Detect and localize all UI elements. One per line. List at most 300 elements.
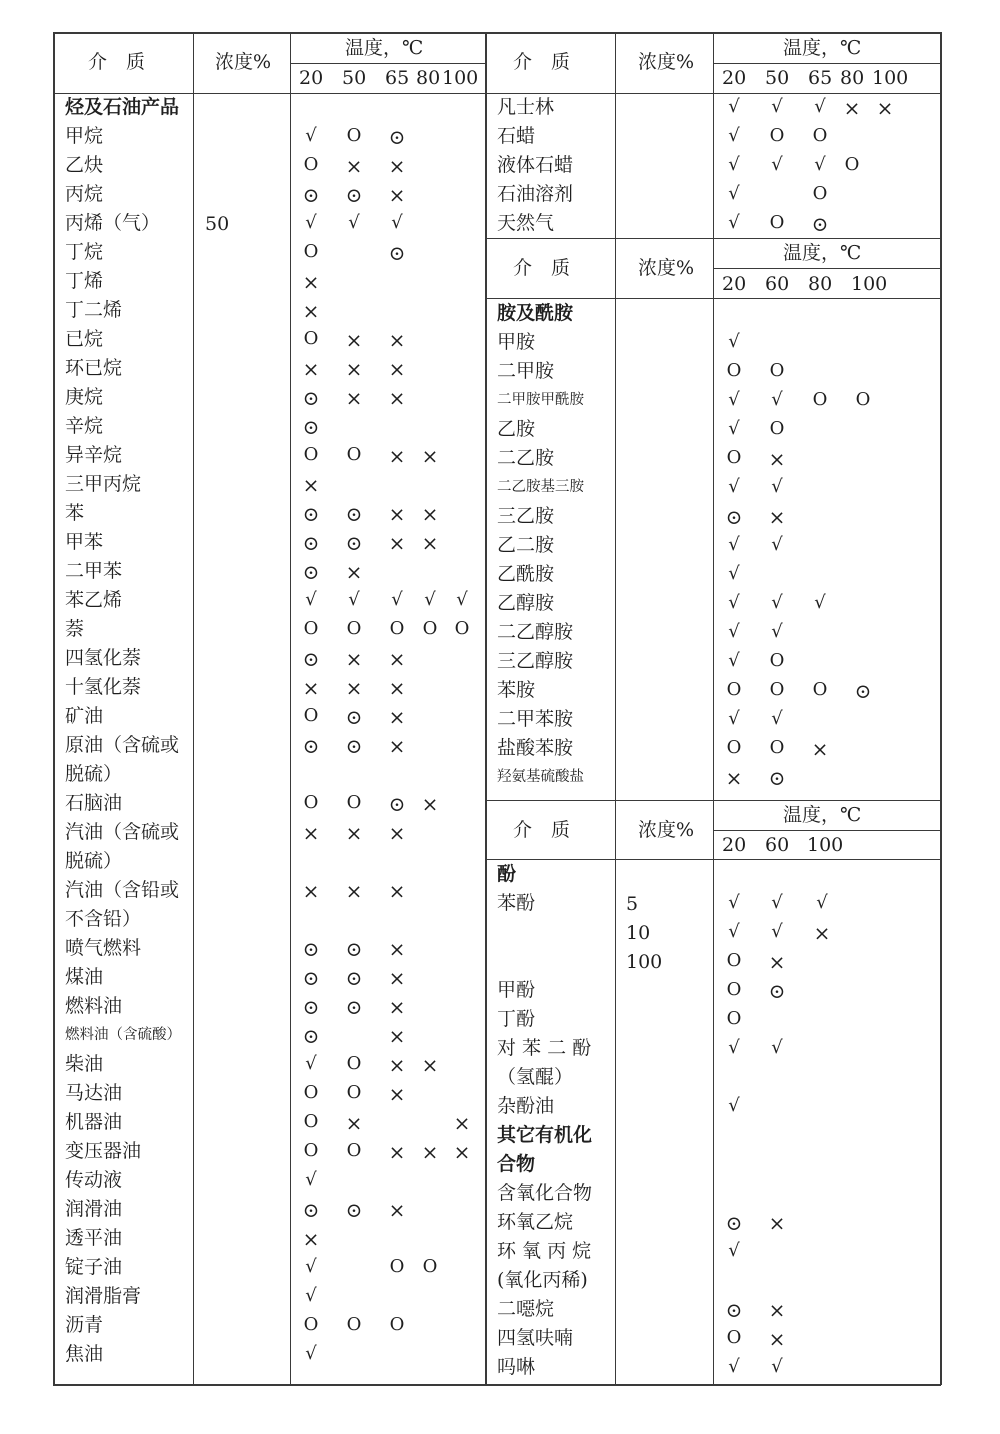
checkmark-icon: √: [728, 563, 740, 584]
circle-icon: O: [769, 679, 785, 700]
checkmark-icon: √: [424, 589, 436, 610]
row-medium-name: 吗啉: [497, 1356, 536, 1378]
row-medium-name: 乙酰胺: [497, 563, 555, 585]
cross-icon: ×: [768, 505, 786, 529]
row-medium-name: 辛烷: [65, 415, 104, 437]
row-medium-name: 对 苯 二 酚: [497, 1037, 592, 1059]
circle-icon: O: [303, 1140, 319, 1161]
temp-label: 50: [765, 67, 790, 89]
header-rule-right-top: [486, 93, 941, 94]
circle-icon: O: [303, 618, 319, 639]
row-medium-name: 羟氨基硫酸盐: [497, 769, 584, 785]
row-medium-name: 马达油: [65, 1082, 123, 1104]
cross-icon: ×: [768, 1327, 786, 1351]
row-medium-name: 二甲苯胺: [497, 708, 574, 730]
dotted-circle-icon: ⊙: [345, 995, 363, 1019]
dotted-circle-icon: ⊙: [302, 1198, 320, 1222]
cross-icon: ×: [302, 879, 320, 903]
checkmark-icon: √: [814, 592, 826, 613]
dotted-circle-icon: ⊙: [768, 979, 786, 1003]
temp-label: 100: [442, 67, 479, 89]
row-medium-name: 合物: [497, 1153, 536, 1175]
row-medium-name: 甲烷: [65, 125, 104, 147]
circle-icon: O: [346, 1140, 362, 1161]
phenols-temp-subrule: [713, 830, 941, 831]
row-medium-name: 盐酸苯胺: [497, 737, 574, 759]
checkmark-icon: √: [305, 1343, 317, 1364]
row-medium-name: 柴油: [65, 1053, 104, 1075]
cross-icon: ×: [768, 950, 786, 974]
row-medium-name: （氢醌）: [497, 1066, 574, 1088]
circle-icon: O: [389, 1314, 405, 1335]
temp-label: 100: [851, 273, 888, 295]
cross-icon: ×: [768, 1211, 786, 1235]
phenols-header-bottom: [486, 859, 941, 860]
row-medium-name: 锭子油: [65, 1256, 123, 1278]
cross-icon: ×: [421, 1140, 439, 1164]
cross-icon: ×: [388, 937, 406, 961]
row-medium-name: 苯酚: [497, 892, 536, 914]
circle-icon: O: [303, 328, 319, 349]
row-medium-name: 石脑油: [65, 792, 123, 814]
checkmark-icon: √: [728, 1356, 740, 1377]
temp-label: 100: [872, 67, 909, 89]
checkmark-icon: √: [771, 96, 783, 117]
checkmark-icon: √: [728, 1037, 740, 1058]
circle-icon: O: [769, 418, 785, 439]
checkmark-icon: √: [305, 1285, 317, 1306]
cross-icon: ×: [421, 792, 439, 816]
circle-icon: O: [812, 125, 828, 146]
circle-icon: O: [769, 737, 785, 758]
dotted-circle-icon: ⊙: [725, 1211, 743, 1235]
cross-icon: ×: [388, 444, 406, 468]
cross-icon: ×: [388, 357, 406, 381]
checkmark-icon: √: [771, 154, 783, 175]
row-medium-name: 酚: [497, 863, 517, 885]
temp-label: 20: [722, 67, 747, 89]
checkmark-icon: √: [728, 1095, 740, 1116]
checkmark-icon: √: [771, 921, 783, 942]
checkmark-icon: √: [728, 1240, 740, 1261]
header-medium-left: 介 质: [88, 51, 146, 73]
checkmark-icon: √: [816, 892, 828, 913]
row-medium-name: 二乙醇胺: [497, 621, 574, 643]
circle-icon: O: [303, 154, 319, 175]
circle-icon: O: [769, 125, 785, 146]
cross-icon: ×: [388, 966, 406, 990]
checkmark-icon: √: [305, 1256, 317, 1277]
row-medium-name: 燃料油: [65, 995, 123, 1017]
row-medium-name: 甲酚: [497, 979, 536, 1001]
cross-icon: ×: [725, 766, 743, 790]
row-medium-name: 环已烷: [65, 357, 123, 379]
row-medium-name: 脱硫）: [65, 850, 123, 872]
cross-icon: ×: [388, 1024, 406, 1048]
checkmark-icon: √: [728, 621, 740, 642]
cross-icon: ×: [876, 96, 894, 120]
checkmark-icon: √: [728, 183, 740, 204]
circle-icon: O: [422, 618, 438, 639]
row-medium-name: 液体石蜡: [497, 154, 574, 176]
checkmark-icon: √: [771, 534, 783, 555]
row-medium-name: 丁烷: [65, 241, 104, 263]
row-medium-name: 矿油: [65, 705, 104, 727]
divider-right-conc-temp: [713, 32, 714, 1385]
cross-icon: ×: [302, 473, 320, 497]
dotted-circle-icon: ⊙: [725, 1298, 743, 1322]
cross-icon: ×: [421, 444, 439, 468]
dotted-circle-icon: ⊙: [302, 966, 320, 990]
cross-icon: ×: [345, 1111, 363, 1135]
circle-icon: O: [303, 1082, 319, 1103]
dotted-circle-icon: ⊙: [345, 531, 363, 555]
circle-icon: O: [812, 389, 828, 410]
circle-icon: O: [812, 679, 828, 700]
cross-icon: ×: [768, 1298, 786, 1322]
row-medium-name: 不含铅）: [65, 908, 142, 930]
cross-icon: ×: [768, 447, 786, 471]
dotted-circle-icon: ⊙: [302, 647, 320, 671]
cross-icon: ×: [345, 821, 363, 845]
dotted-circle-icon: ⊙: [302, 995, 320, 1019]
cross-icon: ×: [388, 995, 406, 1019]
cross-icon: ×: [388, 1198, 406, 1222]
checkmark-icon: √: [391, 212, 403, 233]
amines-temp-subrule: [713, 268, 941, 269]
row-concentration: 100: [626, 951, 663, 973]
row-medium-name: 石蜡: [497, 125, 536, 147]
row-medium-name: 三乙胺: [497, 505, 555, 527]
circle-icon: O: [726, 679, 742, 700]
checkmark-icon: √: [728, 708, 740, 729]
cross-icon: ×: [421, 531, 439, 555]
circle-icon: O: [769, 212, 785, 233]
header-temp-amines: 温度，℃: [783, 242, 862, 264]
dotted-circle-icon: ⊙: [388, 241, 406, 265]
checkmark-icon: √: [728, 96, 740, 117]
checkmark-icon: √: [728, 154, 740, 175]
dotted-circle-icon: ⊙: [768, 766, 786, 790]
circle-icon: O: [346, 444, 362, 465]
divider-left-name-conc: [193, 32, 194, 1385]
checkmark-icon: √: [771, 892, 783, 913]
divider-left-conc-temp: [290, 32, 291, 1385]
dotted-circle-icon: ⊙: [345, 966, 363, 990]
cross-icon: ×: [421, 502, 439, 526]
circle-icon: O: [346, 792, 362, 813]
row-medium-name: 透平油: [65, 1227, 123, 1249]
dotted-circle-icon: ⊙: [302, 531, 320, 555]
temp-label: 80: [416, 67, 441, 89]
cross-icon: ×: [813, 921, 831, 945]
circle-icon: O: [726, 979, 742, 1000]
temp-label: 60: [765, 273, 790, 295]
header-rule-left: [53, 93, 486, 94]
dotted-circle-icon: ⊙: [302, 386, 320, 410]
circle-icon: O: [303, 792, 319, 813]
cross-icon: ×: [345, 386, 363, 410]
divider-right-name-conc: [615, 32, 616, 1385]
row-medium-name: 含氧化合物: [497, 1182, 593, 1204]
dotted-circle-icon: ⊙: [302, 1024, 320, 1048]
row-medium-name: 环氧乙烷: [497, 1211, 574, 1233]
temp-label: 50: [342, 67, 367, 89]
row-medium-name: 天然气: [497, 212, 555, 234]
circle-icon: O: [855, 389, 871, 410]
row-medium-name: 甲胺: [497, 331, 536, 353]
checkmark-icon: √: [305, 589, 317, 610]
circle-icon: O: [422, 1256, 438, 1277]
circle-icon: O: [346, 618, 362, 639]
row-medium-name: 二甲苯: [65, 560, 123, 582]
row-medium-name: 丁烯: [65, 270, 104, 292]
checkmark-icon: √: [348, 589, 360, 610]
row-medium-name: 四氢化萘: [65, 647, 142, 669]
dotted-circle-icon: ⊙: [302, 734, 320, 758]
cross-icon: ×: [388, 647, 406, 671]
table-border-left: [53, 32, 55, 1385]
row-medium-name: 煤油: [65, 966, 104, 988]
row-medium-name: 胺及酰胺: [497, 302, 574, 324]
cross-icon: ×: [843, 96, 861, 120]
row-concentration: 10: [626, 922, 651, 944]
temp-label: 80: [840, 67, 865, 89]
checkmark-icon: √: [771, 621, 783, 642]
cross-icon: ×: [388, 154, 406, 178]
checkmark-icon: √: [728, 592, 740, 613]
circle-icon: O: [812, 183, 828, 204]
dotted-circle-icon: ⊙: [725, 505, 743, 529]
table-border-right: [940, 32, 942, 1385]
cross-icon: ×: [388, 734, 406, 758]
checkmark-icon: √: [728, 650, 740, 671]
header-temp-phenols: 温度，℃: [783, 804, 862, 826]
row-medium-name: 传动液: [65, 1169, 123, 1191]
row-medium-name: 石油溶剂: [497, 183, 574, 205]
row-medium-name: 苯: [65, 502, 85, 524]
dotted-circle-icon: ⊙: [302, 502, 320, 526]
dotted-circle-icon: ⊙: [345, 1198, 363, 1222]
checkmark-icon: √: [771, 476, 783, 497]
cross-icon: ×: [388, 386, 406, 410]
checkmark-icon: √: [728, 476, 740, 497]
cross-icon: ×: [388, 1140, 406, 1164]
row-medium-name: 汽油（含硫或: [65, 821, 180, 843]
header-medium-right-top: 介 质: [513, 51, 571, 73]
row-medium-name: 杂酚油: [497, 1095, 555, 1117]
dotted-circle-icon: ⊙: [345, 502, 363, 526]
checkmark-icon: √: [391, 589, 403, 610]
row-medium-name: 汽油（含铅或: [65, 879, 180, 901]
circle-icon: O: [303, 705, 319, 726]
temp-subrule-right-top: [713, 63, 941, 64]
temp-label: 100: [807, 834, 844, 856]
row-medium-name: 燃料油（含硫酸）: [65, 1027, 181, 1043]
cross-icon: ×: [302, 821, 320, 845]
cross-icon: ×: [388, 1053, 406, 1077]
dotted-circle-icon: ⊙: [388, 125, 406, 149]
dotted-circle-icon: ⊙: [302, 560, 320, 584]
circle-icon: O: [726, 360, 742, 381]
cross-icon: ×: [453, 1140, 471, 1164]
header-medium-phenols: 介 质: [513, 819, 571, 841]
row-medium-name: 乙醇胺: [497, 592, 555, 614]
dotted-circle-icon: ⊙: [302, 183, 320, 207]
header-medium-amines: 介 质: [513, 257, 571, 279]
cross-icon: ×: [811, 737, 829, 761]
checkmark-icon: √: [728, 892, 740, 913]
checkmark-icon: √: [814, 96, 826, 117]
row-medium-name: (氧化丙稀): [497, 1269, 588, 1291]
row-medium-name: 甲苯: [65, 531, 104, 553]
row-medium-name: 二甲胺: [497, 360, 555, 382]
row-medium-name: 苯乙烯: [65, 589, 123, 611]
cross-icon: ×: [388, 183, 406, 207]
row-medium-name: 丙烯（气）: [65, 212, 161, 234]
dotted-circle-icon: ⊙: [345, 705, 363, 729]
circle-icon: O: [346, 1053, 362, 1074]
circle-icon: O: [726, 1327, 742, 1348]
row-medium-name: 异辛烷: [65, 444, 123, 466]
circle-icon: O: [389, 618, 405, 639]
checkmark-icon: √: [771, 1037, 783, 1058]
checkmark-icon: √: [456, 589, 468, 610]
row-medium-name: 沥青: [65, 1314, 104, 1336]
circle-icon: O: [844, 154, 860, 175]
row-medium-name: 丙烷: [65, 183, 104, 205]
row-medium-name: 丁酚: [497, 1008, 536, 1030]
dotted-circle-icon: ⊙: [302, 937, 320, 961]
circle-icon: O: [346, 1082, 362, 1103]
cross-icon: ×: [388, 821, 406, 845]
row-medium-name: 其它有机化: [497, 1124, 593, 1146]
dotted-circle-icon: ⊙: [345, 734, 363, 758]
temp-label: 65: [385, 67, 410, 89]
row-concentration: 50: [205, 213, 230, 235]
row-medium-name: 凡士林: [497, 96, 555, 118]
cross-icon: ×: [345, 879, 363, 903]
cross-icon: ×: [302, 270, 320, 294]
row-medium-name: 二乙胺基三胺: [497, 479, 584, 495]
cross-icon: ×: [388, 531, 406, 555]
checkmark-icon: √: [728, 125, 740, 146]
row-medium-name: 乙炔: [65, 154, 104, 176]
dotted-circle-icon: ⊙: [345, 183, 363, 207]
checkmark-icon: √: [305, 1169, 317, 1190]
checkmark-icon: √: [305, 1053, 317, 1074]
cross-icon: ×: [302, 357, 320, 381]
temp-subrule-left: [290, 63, 486, 64]
header-conc-left: 浓度%: [215, 51, 272, 73]
checkmark-icon: √: [728, 921, 740, 942]
cross-icon: ×: [345, 328, 363, 352]
row-medium-name: 庚烷: [65, 386, 104, 408]
header-temp-right-top: 温度，℃: [783, 37, 862, 59]
cross-icon: ×: [345, 676, 363, 700]
cross-icon: ×: [302, 299, 320, 323]
row-medium-name: 环 氧 丙 烷: [497, 1240, 592, 1262]
circle-icon: O: [454, 618, 470, 639]
row-medium-name: 烃及石油产品: [65, 96, 180, 118]
circle-icon: O: [726, 1008, 742, 1029]
cross-icon: ×: [388, 879, 406, 903]
table-border-top: [53, 32, 941, 34]
checkmark-icon: √: [305, 212, 317, 233]
row-medium-name: 萘: [65, 618, 85, 640]
cross-icon: ×: [388, 676, 406, 700]
row-medium-name: 二乙胺: [497, 447, 555, 469]
row-medium-name: 润滑脂膏: [65, 1285, 142, 1307]
checkmark-icon: √: [305, 125, 317, 146]
temp-label: 20: [299, 67, 324, 89]
row-medium-name: 十氢化萘: [65, 676, 142, 698]
checkmark-icon: √: [728, 418, 740, 439]
cross-icon: ×: [388, 705, 406, 729]
checkmark-icon: √: [771, 1356, 783, 1377]
cross-icon: ×: [345, 154, 363, 178]
cross-icon: ×: [388, 328, 406, 352]
circle-icon: O: [346, 1314, 362, 1335]
row-medium-name: 三乙醇胺: [497, 650, 574, 672]
checkmark-icon: √: [771, 708, 783, 729]
circle-icon: O: [769, 650, 785, 671]
temp-label: 60: [765, 834, 790, 856]
amines-header-bottom: [486, 298, 941, 299]
cross-icon: ×: [388, 502, 406, 526]
row-medium-name: 已烷: [65, 328, 104, 350]
checkmark-icon: √: [814, 154, 826, 175]
cross-icon: ×: [388, 1082, 406, 1106]
row-medium-name: 脱硫）: [65, 763, 123, 785]
cross-icon: ×: [345, 357, 363, 381]
phenols-header-top: [486, 800, 941, 801]
row-medium-name: 焦油: [65, 1343, 104, 1365]
row-medium-name: 喷气燃料: [65, 937, 142, 959]
circle-icon: O: [303, 1314, 319, 1335]
checkmark-icon: √: [728, 389, 740, 410]
checkmark-icon: √: [728, 534, 740, 555]
header-conc-amines: 浓度%: [638, 257, 695, 279]
header-conc-phenols: 浓度%: [638, 819, 695, 841]
temp-label: 80: [808, 273, 833, 295]
checkmark-icon: √: [771, 592, 783, 613]
row-medium-name: 乙胺: [497, 418, 536, 440]
circle-icon: O: [389, 1256, 405, 1277]
row-medium-name: 机器油: [65, 1111, 123, 1133]
table-border-bottom: [53, 1384, 941, 1386]
circle-icon: O: [346, 125, 362, 146]
temp-label: 20: [722, 273, 747, 295]
row-medium-name: 二甲胺甲酰胺: [497, 392, 584, 408]
row-medium-name: 苯胺: [497, 679, 536, 701]
temp-label: 65: [808, 67, 833, 89]
row-medium-name: 乙二胺: [497, 534, 555, 556]
dotted-circle-icon: ⊙: [388, 792, 406, 816]
circle-icon: O: [303, 241, 319, 262]
circle-icon: O: [303, 444, 319, 465]
dotted-circle-icon: ⊙: [854, 679, 872, 703]
header-conc-right-top: 浓度%: [638, 51, 695, 73]
cross-icon: ×: [302, 1227, 320, 1251]
dotted-circle-icon: ⊙: [302, 415, 320, 439]
checkmark-icon: √: [348, 212, 360, 233]
circle-icon: O: [303, 1111, 319, 1132]
circle-icon: O: [726, 447, 742, 468]
dotted-circle-icon: ⊙: [345, 937, 363, 961]
cross-icon: ×: [345, 647, 363, 671]
checkmark-icon: √: [728, 331, 740, 352]
